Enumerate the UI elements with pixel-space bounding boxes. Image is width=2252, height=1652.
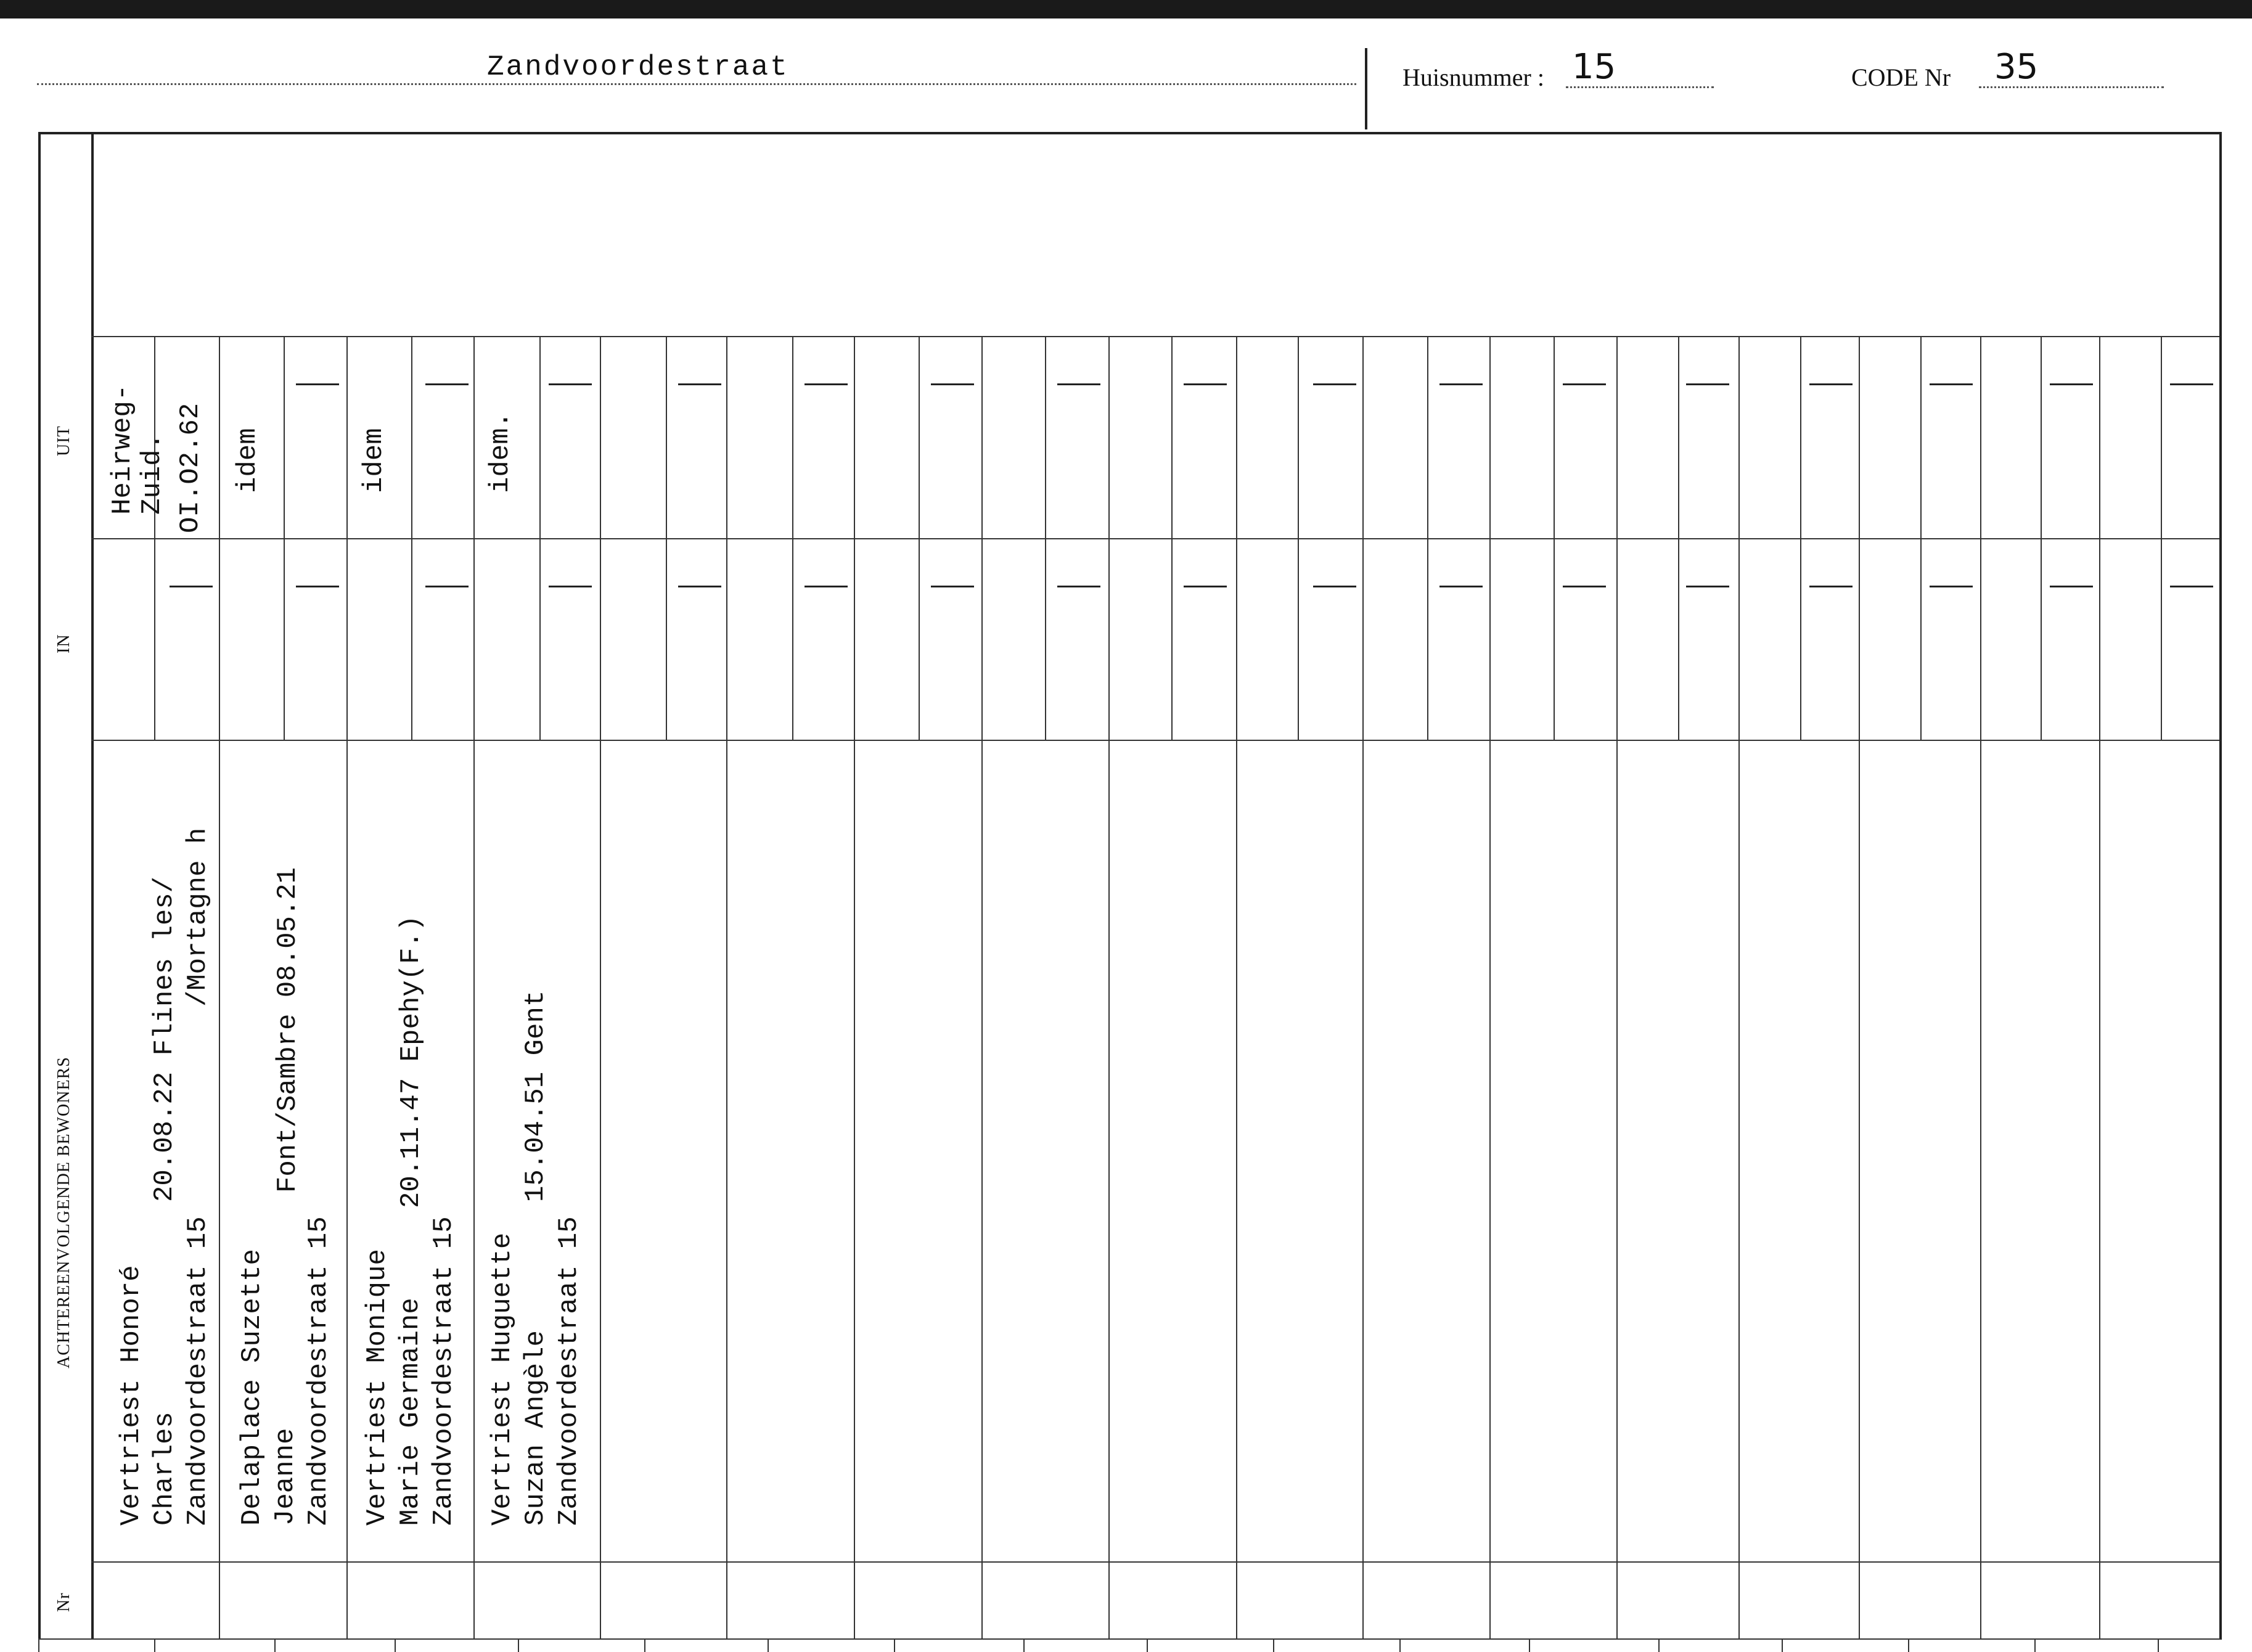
column-divider bbox=[1489, 336, 1491, 1638]
bottom-tick bbox=[1147, 1638, 1148, 1652]
column-divider bbox=[726, 336, 727, 1638]
uit-date-entry: OI.O2.62 bbox=[175, 403, 206, 533]
residents-top-line bbox=[91, 740, 2219, 741]
in-dash-mark bbox=[2170, 586, 2213, 587]
subcolumn-divider bbox=[1554, 336, 1555, 740]
column-divider bbox=[473, 336, 475, 1638]
bottom-tick bbox=[2158, 1638, 2159, 1652]
bottom-tick bbox=[1529, 1638, 1530, 1652]
in-dash-mark bbox=[1184, 586, 1227, 587]
header-divider bbox=[1365, 48, 1367, 129]
subcolumn-divider bbox=[792, 336, 793, 740]
uit-entry-3: idem bbox=[359, 428, 390, 493]
bottom-tick bbox=[644, 1638, 645, 1652]
bottom-tick bbox=[154, 1638, 155, 1652]
resident-3-name: Vertriest Monique Marie Germaine Zandvoordestraat 15 bbox=[362, 1216, 459, 1526]
uit-dash-mark bbox=[1184, 383, 1227, 385]
in-dash-mark bbox=[1057, 586, 1100, 587]
in-dash-mark bbox=[1563, 586, 1606, 587]
subcolumn-divider bbox=[1298, 336, 1299, 740]
in-dash-mark bbox=[1439, 586, 1483, 587]
column-divider bbox=[1108, 336, 1110, 1638]
bottom-tick bbox=[1023, 1638, 1025, 1652]
bottom-tick bbox=[1782, 1638, 1783, 1652]
uit-place-entry: Heirweg- Zuid. bbox=[107, 384, 168, 515]
subcolumn-divider bbox=[411, 336, 412, 740]
subcolumn-divider bbox=[919, 336, 920, 740]
uit-dash-mark bbox=[425, 383, 469, 385]
resident-3-birth: 20.11.47 Epehy(F.) bbox=[396, 915, 427, 1208]
bottom-tick bbox=[768, 1638, 769, 1652]
uit-dash-mark bbox=[1686, 383, 1729, 385]
in-top-line bbox=[91, 538, 2219, 539]
uit-dash-mark bbox=[296, 383, 339, 385]
resident-4-name: Vertriest Huguette Suzan Angèle Zandvoordestraat 15 bbox=[487, 1216, 584, 1526]
uit-dash-mark bbox=[1809, 383, 1853, 385]
resident-2-name: Delaplace Suzette Jeanne Zandvoordestraat 15 bbox=[237, 1216, 334, 1526]
in-dash-mark bbox=[805, 586, 848, 587]
uit-entry-2: idem bbox=[232, 428, 263, 493]
bottom-tick bbox=[274, 1638, 276, 1652]
in-dash-mark bbox=[296, 586, 339, 587]
column-divider bbox=[219, 336, 220, 1638]
column-divider bbox=[346, 336, 348, 1638]
in-dash-mark bbox=[170, 586, 213, 587]
bottom-tick bbox=[894, 1638, 895, 1652]
table-left-border bbox=[38, 132, 41, 1640]
in-dash-mark bbox=[678, 586, 721, 587]
column-divider bbox=[1362, 336, 1364, 1638]
subcolumn-divider bbox=[1920, 336, 1922, 740]
bottom-tick bbox=[1399, 1638, 1401, 1652]
in-dash-mark bbox=[1686, 586, 1729, 587]
bottom-tick bbox=[38, 1638, 39, 1652]
resident-4-birth: 15.04.51 Gent bbox=[520, 990, 551, 1202]
table-right-border bbox=[2219, 132, 2222, 1640]
subcolumn-divider bbox=[1045, 336, 1046, 740]
uit-dash-mark bbox=[2050, 383, 2093, 385]
column-divider bbox=[1980, 336, 1981, 1638]
subcolumn-divider bbox=[1171, 336, 1173, 740]
resident-1-name: Vertriest Honoré Charles Zandvoordestraat 15 bbox=[116, 1216, 213, 1526]
subcolumn-divider bbox=[2041, 336, 2042, 740]
subcolumn-divider bbox=[539, 336, 541, 740]
column-divider bbox=[1616, 336, 1618, 1638]
subcolumn-divider bbox=[284, 336, 285, 740]
uit-dash-mark bbox=[2170, 383, 2213, 385]
column-divider bbox=[2099, 336, 2100, 1638]
nr-top-line bbox=[91, 1561, 2219, 1563]
uit-column-label: UIT bbox=[54, 425, 73, 456]
subcolumn-divider bbox=[1800, 336, 1801, 740]
uit-top-line bbox=[91, 336, 2219, 337]
uit-dash-mark bbox=[549, 383, 592, 385]
column-divider bbox=[1859, 336, 1860, 1638]
table-top-border bbox=[38, 132, 2221, 134]
uit-dash-mark bbox=[931, 383, 974, 385]
nr-column-label: Nr bbox=[54, 1592, 73, 1612]
column-divider bbox=[1738, 336, 1740, 1638]
subcolumn-divider bbox=[1678, 336, 1679, 740]
uit-entry-4: idem. bbox=[485, 411, 516, 493]
code-number-value: 35 bbox=[1994, 47, 2039, 87]
house-number-label: Huisnummer : bbox=[1402, 63, 1544, 91]
street-name: Zandvoordestraat bbox=[487, 51, 789, 83]
in-dash-mark bbox=[1930, 586, 1973, 587]
in-dash-mark bbox=[1809, 586, 1853, 587]
in-dash-mark bbox=[931, 586, 974, 587]
column-divider bbox=[854, 336, 855, 1638]
bottom-tick bbox=[518, 1638, 519, 1652]
bottom-tick bbox=[1908, 1638, 1909, 1652]
bottom-tick bbox=[395, 1638, 396, 1652]
bottom-tick bbox=[2034, 1638, 2036, 1652]
subcolumn-divider bbox=[2161, 336, 2162, 740]
uit-dash-mark bbox=[805, 383, 848, 385]
uit-dash-mark bbox=[1930, 383, 1973, 385]
top-edge-bar bbox=[0, 0, 2252, 18]
code-number-label: CODE Nr bbox=[1851, 63, 1951, 91]
in-column-label: IN bbox=[54, 634, 73, 653]
in-dash-mark bbox=[549, 586, 592, 587]
bottom-tick bbox=[1273, 1638, 1274, 1652]
subcolumn-divider bbox=[1427, 336, 1428, 740]
label-column-border bbox=[91, 132, 94, 1640]
residents-column-label: ACHTEREENVOLGENDE BEWONERS bbox=[54, 1057, 73, 1368]
uit-dash-mark bbox=[1313, 383, 1356, 385]
column-divider bbox=[981, 336, 983, 1638]
column-divider bbox=[1236, 336, 1237, 1638]
bottom-tick bbox=[1658, 1638, 1660, 1652]
uit-dash-mark bbox=[678, 383, 721, 385]
uit-dash-mark bbox=[1057, 383, 1100, 385]
subcolumn-divider bbox=[666, 336, 667, 740]
uit-dash-mark bbox=[1439, 383, 1483, 385]
uit-dash-mark bbox=[1563, 383, 1606, 385]
table-bottom-line bbox=[38, 1638, 2221, 1640]
in-dash-mark bbox=[425, 586, 469, 587]
resident-1-birth: 20.08.22 Flines les/ /Mortagne h bbox=[149, 827, 213, 1202]
house-number-value: 15 bbox=[1572, 47, 1616, 87]
resident-2-birth: Font/Sambre 08.05.21 bbox=[272, 867, 303, 1193]
in-dash-mark bbox=[1313, 586, 1356, 587]
column-divider bbox=[600, 336, 601, 1638]
in-dash-mark bbox=[2050, 586, 2093, 587]
